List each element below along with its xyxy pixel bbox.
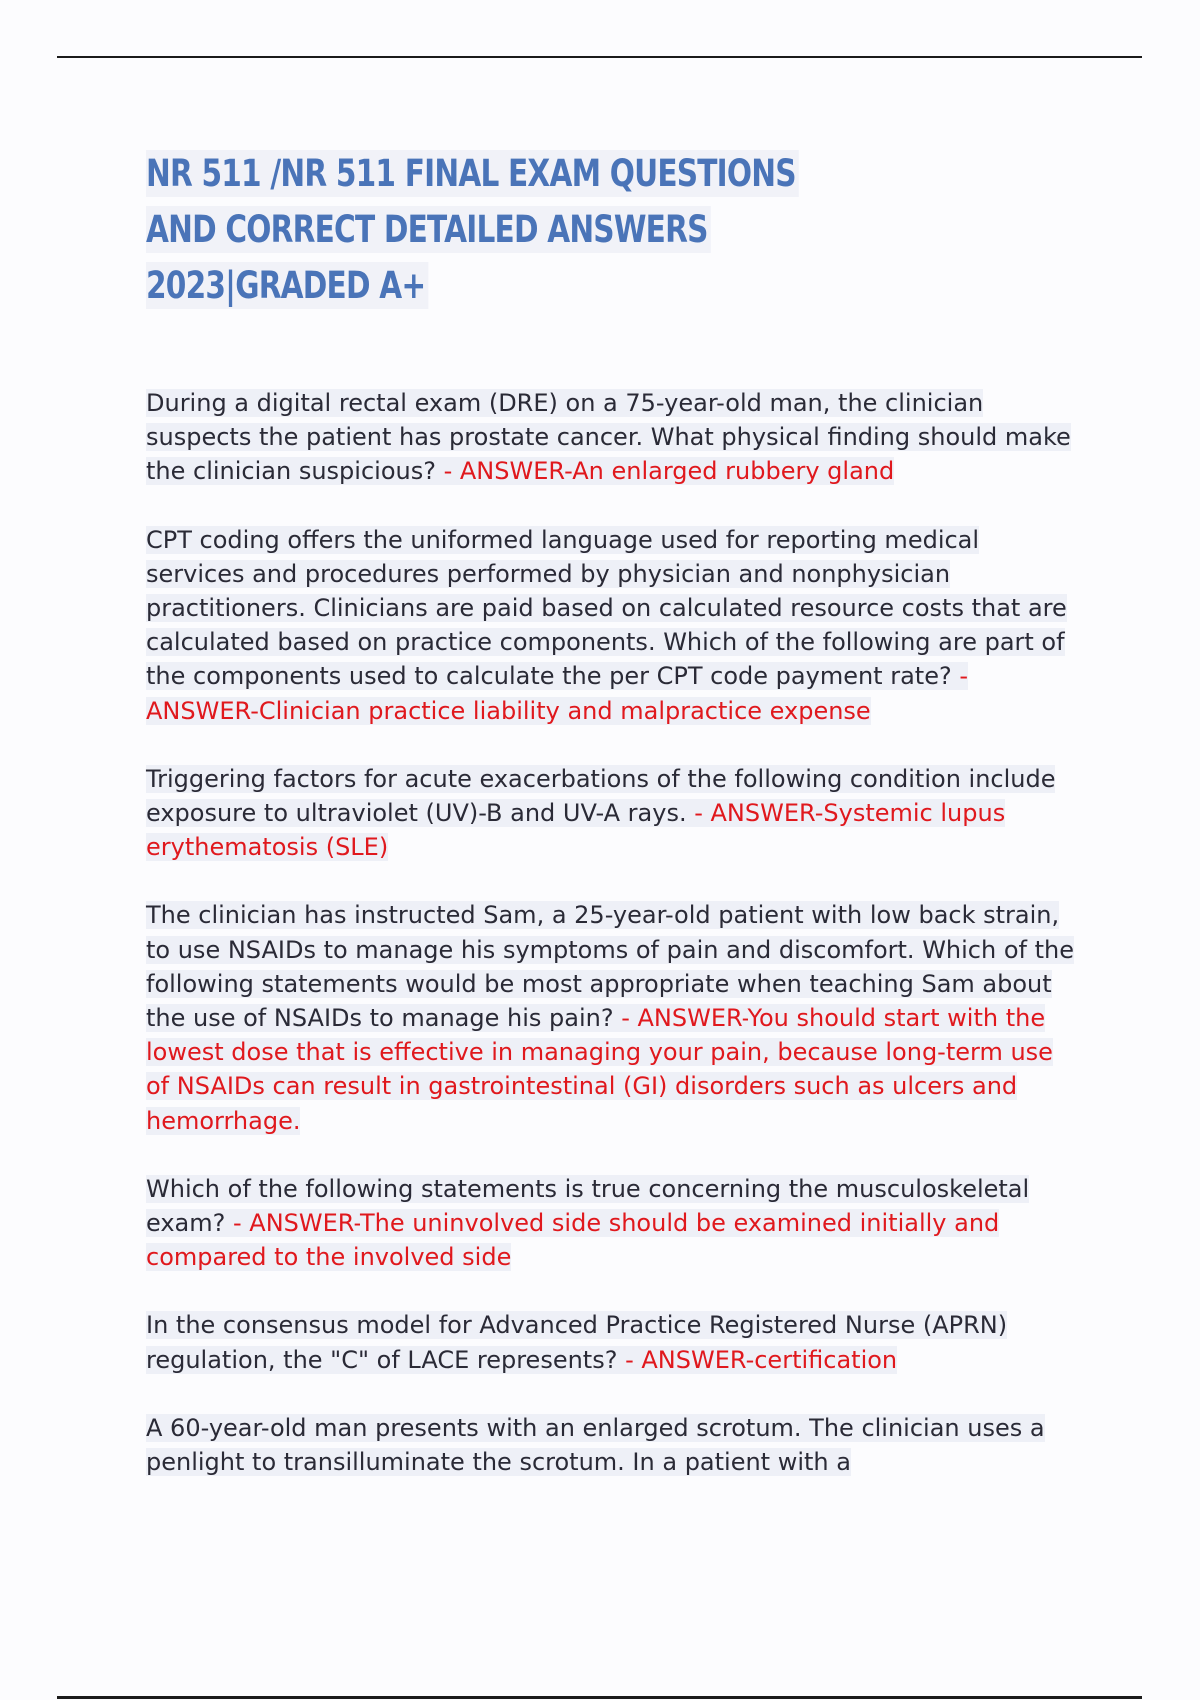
qa-item <box>146 1411 1076 1479</box>
qa-item <box>146 1172 1076 1275</box>
qa-item <box>146 1308 1076 1376</box>
answer-text: You should start with the lowest dose that is effective in managing your pain, because long-term use of NSAIDs can result in gastrointestinal (GI) disorders such as ulcers and hemorrhage. <box>146 1004 1053 1135</box>
answer-text: Clinician practice liability and malpractice expense <box>258 696 871 725</box>
answer-prefix: - ANSWER- <box>435 457 573 486</box>
question-text: A 60-year-old man presents with an enlarged scrotum. The clinician uses a penlight to transilluminate the scrotum. In a patient with a <box>146 1413 1045 1477</box>
qa-list <box>146 386 1076 1513</box>
qa-item <box>146 386 1076 489</box>
answer-text: The uninvolved side should be examined initially and compared to the involved side <box>146 1209 1000 1272</box>
document-title <box>146 146 866 314</box>
question-text: Which of the following statements is true concerning the musculoskeletal exam? <box>146 1174 1030 1238</box>
answer-prefix: - ANSWER- <box>617 1345 755 1374</box>
top-rule <box>57 56 1142 58</box>
answer-text: An enlarged rubbery gland <box>572 457 895 486</box>
answer-prefix: - ANSWER- <box>146 662 969 725</box>
question-text: CPT coding offers the uniformed language used for reporting medical services and procedures performed by physician and nonphysician practitioners. Clinicians are paid based on calculated resource costs that are calculated based on practice components. Which of the following are part of the components used to calculate the per CPT code payment rate? <box>146 525 1067 691</box>
question-text: The clinician has instructed Sam, a 25-year-old patient with low back strain, to use NSAIDs to manage his symptoms of pain and discomfort. Which of the following statements would be most appropriate when teaching Sam about the use of NSAIDs to manage his pain? <box>146 901 1074 1033</box>
question-text: Triggering factors for acute exacerbations of the following condition include exposure to ultraviolet (UV)-B and UV-A rays. <box>146 764 1056 828</box>
answer-prefix: - ANSWER- <box>613 1004 748 1033</box>
answer-prefix: - ANSWER- <box>225 1209 360 1238</box>
bottom-rule <box>57 1696 1142 1699</box>
answer-prefix: - ANSWER- <box>686 799 824 828</box>
question-text: During a digital rectal exam (DRE) on a 75-year-old man, the clinician suspects the patient has prostate cancer. What physical finding should make the clinician suspicious? <box>146 389 1071 486</box>
answer-text: certification <box>754 1345 898 1374</box>
qa-item <box>146 762 1076 865</box>
question-text: In the consensus model for Advanced Practice Registered Nurse (APRN) regulation, the "C" of LACE represents? <box>146 1311 1008 1374</box>
qa-item <box>146 523 1076 728</box>
answer-text: Systemic lupus erythematosis (SLE) <box>146 799 1006 862</box>
document-title-text: NR 511 /NR 511 FINAL EXAM QUESTIONS AND CORRECT DETAILED ANSWERS 2023|GRADED A+ <box>146 150 799 309</box>
qa-item <box>146 898 1076 1137</box>
